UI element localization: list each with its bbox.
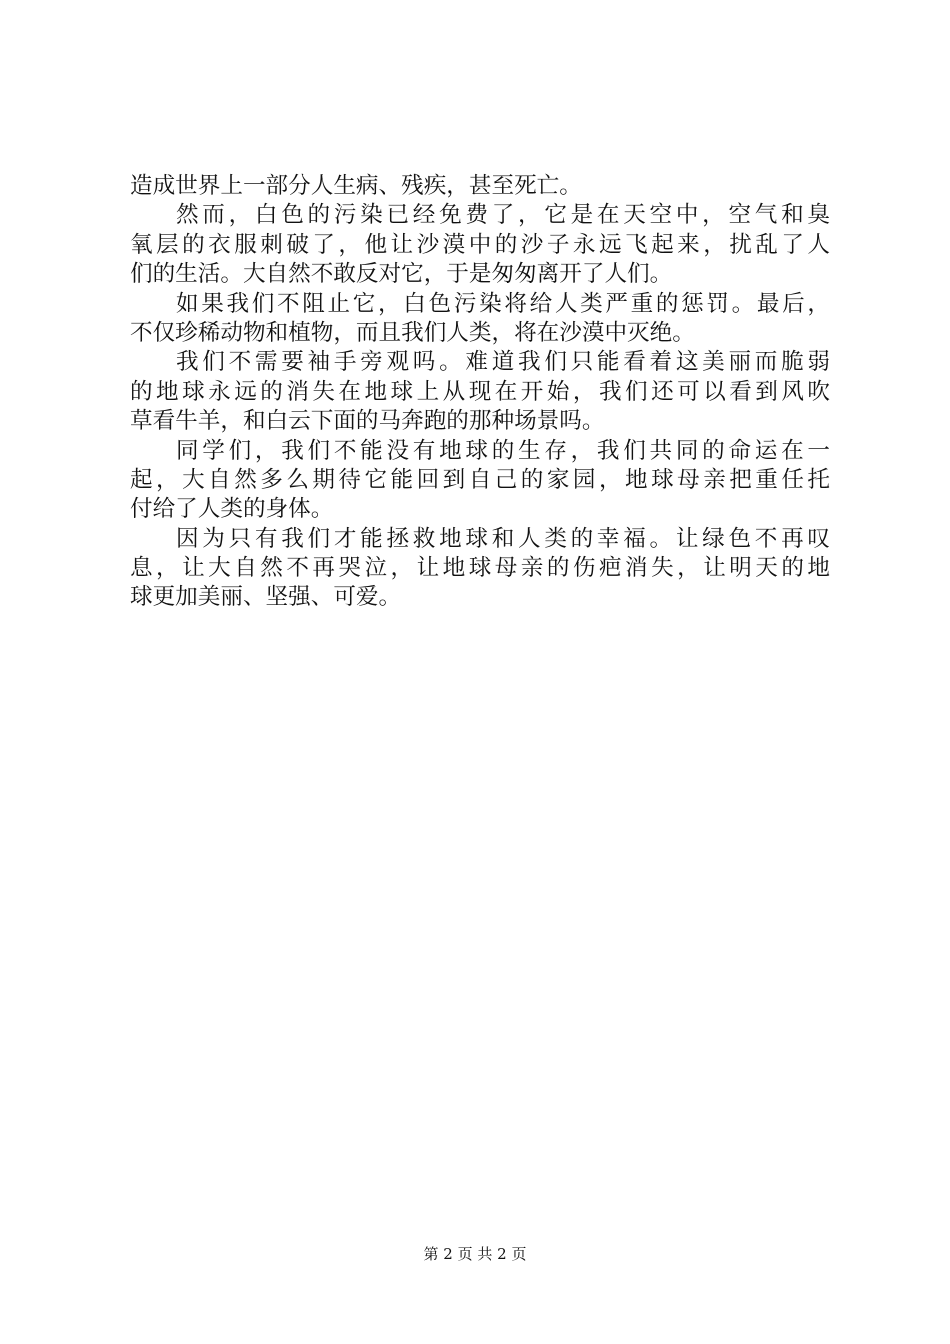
- paragraph-line: 起，大自然多么期待它能回到自己的家园，地球母亲把重任托: [130, 466, 830, 493]
- paragraph-line: 们的生活。大自然不敢反对它，于是匆匆离开了人们。: [130, 261, 673, 288]
- paragraph-line: 氧层的衣服刺破了，他让沙漠中的沙子永远飞起来，扰乱了人: [130, 231, 830, 258]
- paragraph-line: 草看牛羊，和白云下面的马奔跑的那种场景吗。: [130, 408, 605, 435]
- paragraph-line: 因为只有我们才能拯救地球和人类的幸福。让绿色不再叹: [176, 525, 830, 552]
- paragraph-line: 的地球永远的消失在地球上从现在开始，我们还可以看到风吹: [130, 378, 830, 405]
- paragraph-line: 不仅珍稀动物和植物，而且我们人类，将在沙漠中灭绝。: [130, 319, 695, 346]
- paragraph-line: 付给了人类的身体。: [130, 496, 334, 523]
- paragraph-line: 球更加美丽、坚强、可爱。: [130, 584, 402, 611]
- paragraph-line: 息，让大自然不再哭泣，让地球母亲的伤疤消失，让明天的地: [130, 555, 830, 582]
- page-number-footer: 第 2 页 共 2 页: [423, 1245, 527, 1263]
- document-body: [130, 172, 830, 613]
- paragraph-line: 如果我们不阻止它，白色污染将给人类严重的惩罚。最后，: [176, 290, 830, 317]
- paragraph-line: 同学们，我们不能没有地球的生存，我们共同的命运在一: [176, 437, 830, 464]
- paragraph-line: 然而，白色的污染已经免费了，它是在天空中，空气和臭: [176, 202, 830, 229]
- paragraph-line: 我们不需要袖手旁观吗。难道我们只能看着这美丽而脆弱: [176, 349, 830, 376]
- paragraph-line: 造成世界上一部分人生病、残疾，甚至死亡。: [130, 173, 582, 199]
